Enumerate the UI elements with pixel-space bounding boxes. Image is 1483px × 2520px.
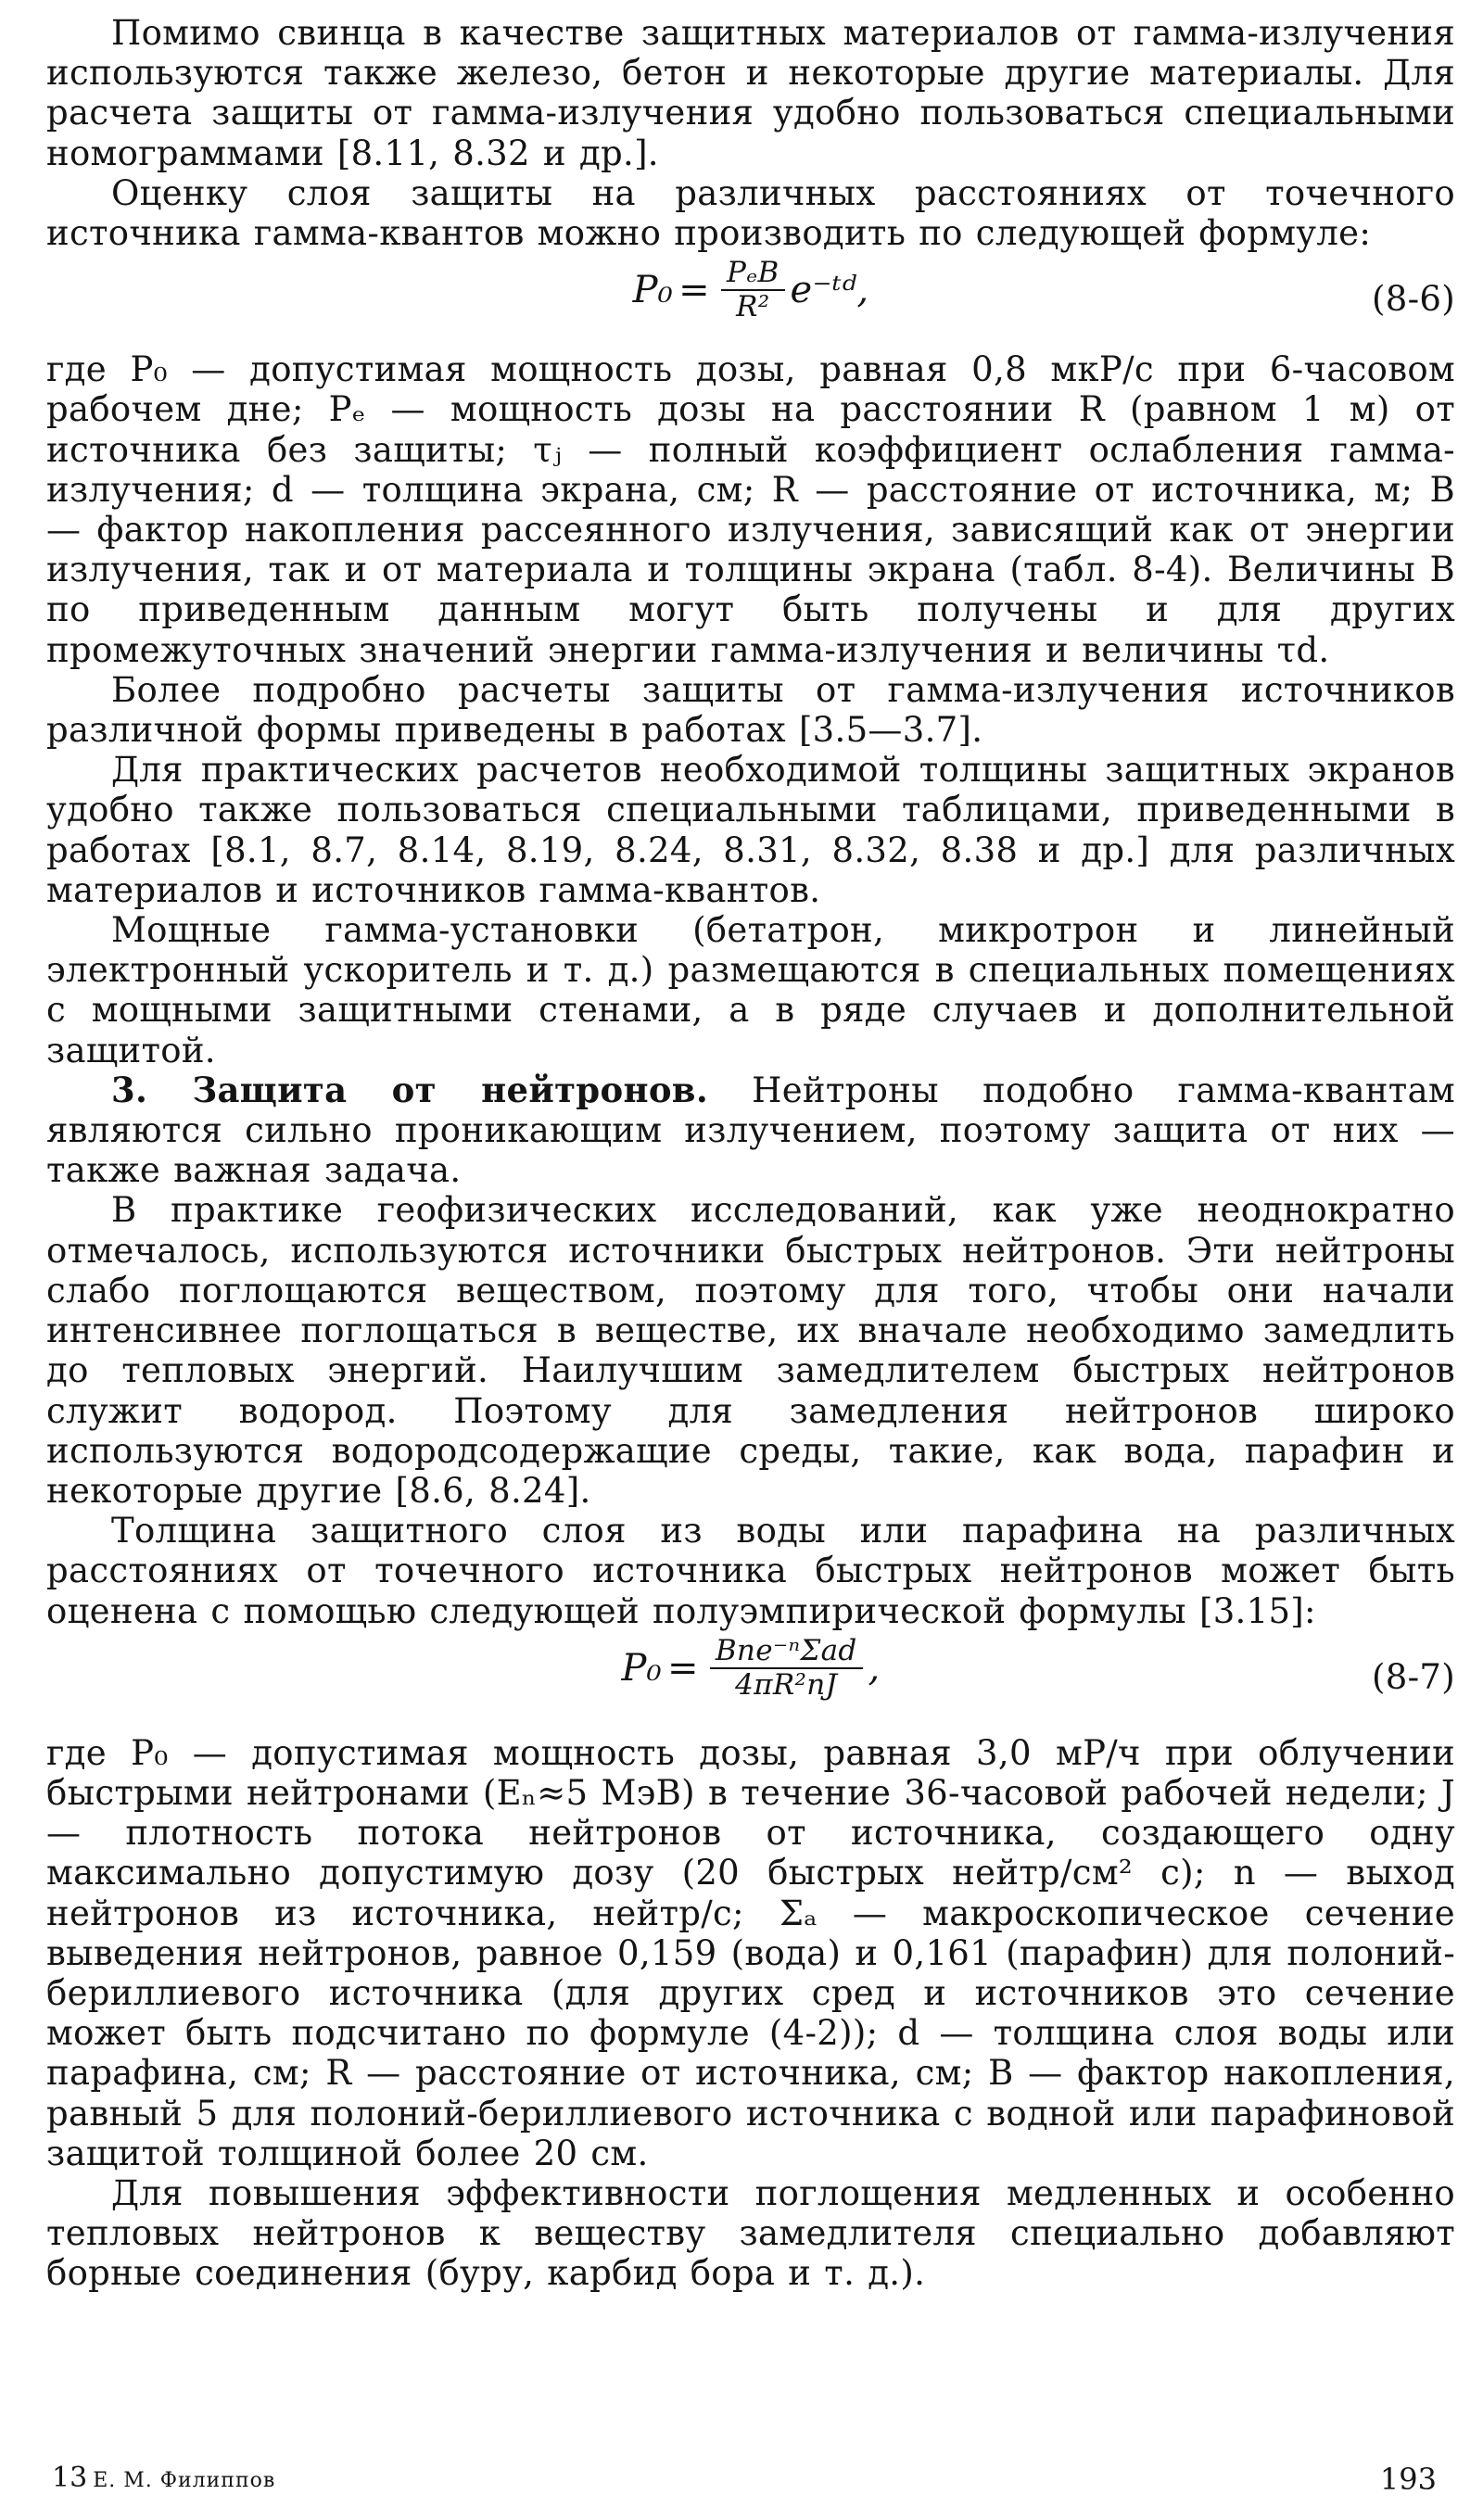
paragraph-8: В практике геофизических исследований, как уже неоднократно отмечалось, используются источники быстрых нейтронов. Эти нейтроны слабо поглощаются веществом, поэтому для того, чтобы они начали интенсивнее поглощаться в веществе, их вначале необходимо замедлить до тепловых энергий. Наилучшим замедлителем быстрых нейтронов служит водород. Поэтому для замедления нейтронов широко используются водородсодержащие среды, такие, как вода, парафин и некоторые другие [8.6, 8.24]. [46, 1190, 1455, 1511]
paragraph-9: Толщина защитного слоя из воды или парафина на различных расстояниях от точечного источника быстрых нейтронов может быть оценена с помощью следующей полуэмпирической формулы [3.15]: [46, 1511, 1455, 1631]
formula-8-7-comma: , [868, 1646, 881, 1690]
paragraph-4: Более подробно расчеты защиты от гамма-излучения источников различной формы приведены в работах [3.5—3.7]. [46, 669, 1455, 751]
formula-8-6-equals: = [678, 269, 710, 312]
section-heading-neutron-protection: 3. Защита от нейтронов. [111, 1069, 708, 1110]
formula-8-6-lhs: P₀ [632, 269, 674, 312]
formula-8-6-fraction [721, 256, 785, 324]
paragraph-3: где P₀ — допустимая мощность дозы, равная 0,8 мкР/с при 6-часовом рабочем дне; Pₑ — мощность дозы на расстоянии R (равном 1 м) от источника без защиты; τⱼ — полный коэффициент ослабления гамма-излучения; d — толщина экрана, см; R — расстояние от источника, м; B — фактор накопления рассеянного излучения, зависящий как от энергии излучения, так и от материала и толщины экрана (табл. 8-4). Величины B по приведенным данным могут быть получены и для других промежуточных значений энергии гамма-излучения и величины τd. [46, 349, 1455, 670]
paragraph-11: Для повышения эффективности поглощения медленных и особенно тепловых нейтронов к веществу замедлителя специально добавляют борные соединения (буру, карбид бора и т. д.). [46, 2172, 1455, 2294]
paragraph-5: Для практических расчетов необходимой толщины защитных экранов удобно также пользоваться специальными таблицами, приведенными в работах [8.1, 8.7, 8.14, 8.19, 8.24, 8.31, 8.32, 8.38 и др.] для различных материалов и источников гамма-квантов. [46, 750, 1455, 910]
paragraph-7-text: Нейтроны подобно гамма-квантам являются сильно проникающим излучением, поэтому защита от них — также важная задача. [46, 1070, 1456, 1191]
paragraph-1: Помимо свинца в качестве защитных материалов от гамма-излучения используются также железо, бетон и некоторые другие материалы. Для расчета защиты от гамма-излучения удобно пользоваться специальными номограммами [8.11, 8.32 и др.]. [46, 13, 1455, 173]
page-body [46, 13, 1455, 2294]
formula-8-7-expression [46, 1633, 1455, 1702]
formula-8-7-lhs: P₀ [621, 1646, 663, 1690]
formula-8-6-denominator: R² [736, 290, 770, 324]
formula-8-6-number: (8-6) [1372, 279, 1455, 320]
formula-8-7 [46, 1631, 1455, 1733]
paragraph-2: Оценку слоя защиты на различных расстояниях от точечного источника гамма-квантов можно производить по следующей формуле: [46, 172, 1455, 254]
paragraph-10: где P₀ — допустимая мощность дозы, равная 3,0 мР/ч при облучении быстрыми нейтронами (Eₙ≈5 МэВ) в течение 36-часовой рабочей недели; J — плотность потока нейтронов от источника, создающего одну максимально допустимую дозу (20 быстрых нейтр/см² с); n — выход нейтронов из источника, нейтр/с; Σₐ — макроскопическое сечение выведения нейтронов, равное 0,159 (вода) и 0,161 (парафин) для полоний-бериллиевого источника (для других сред и источников это сечение может быть подсчитано по формуле (4-2)); d — толщина слоя воды или парафина, см; R — расстояние от источника, см; B — фактор накопления, равный 5 для полоний-бериллиевого источника с водной или парафиновой защитой толщиной более 20 см. [46, 1732, 1455, 2173]
paragraph-7 [46, 1070, 1455, 1191]
page-number: 193 [1379, 2462, 1437, 2497]
formula-8-7-numerator: Bne⁻ⁿΣad [710, 1637, 863, 1669]
page-footer [52, 2456, 1437, 2502]
signature-author: Е. М. Филиппов [93, 2469, 276, 2492]
paragraph-6: Мощные гамма-установки (бетатрон, микротрон и линейный электронный ускоритель и т. д.) размещаются в специальных помещениях с мощными защитными стенами, а в ряде случаев и дополнительной защитой. [46, 910, 1455, 1070]
formula-8-7-denominator: 4πR²nJ [735, 1667, 838, 1702]
signature-number: 13 [52, 2462, 88, 2494]
formula-8-6-expression [46, 256, 1455, 324]
printer-signature [52, 2462, 275, 2494]
formula-8-6-exponential: e⁻ᵗᵈ, [790, 269, 869, 312]
formula-8-6 [46, 253, 1455, 349]
formula-8-6-numerator: PₑB [721, 259, 785, 291]
formula-8-7-fraction [710, 1633, 863, 1702]
formula-8-7-number: (8-7) [1372, 1656, 1455, 1697]
formula-8-7-equals: = [667, 1646, 699, 1690]
